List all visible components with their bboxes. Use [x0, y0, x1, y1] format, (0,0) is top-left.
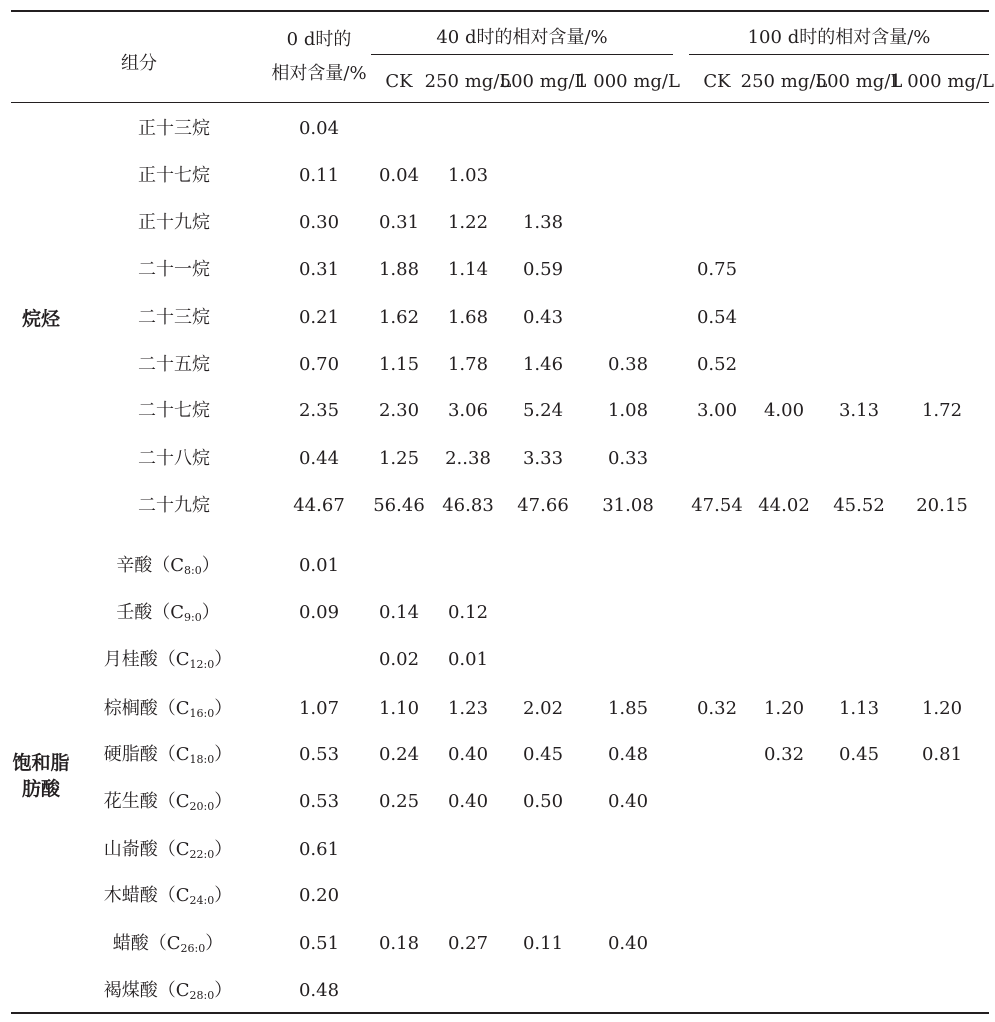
row-name-subscript: 12:0 [189, 658, 215, 671]
table-cell: 0.31 [378, 212, 420, 233]
header-day40-group: 40 d时的相对含量/% [436, 27, 608, 48]
table-cell: 44.67 [293, 495, 345, 516]
row-name-close: ） [201, 602, 220, 623]
table-cell: 1.22 [447, 212, 489, 233]
table-cell: 0.40 [607, 791, 649, 812]
row-name-text: 二十五烷 [138, 354, 210, 375]
header-day0-line1: 0 d时的 [286, 29, 352, 50]
table-cell: 0.52 [696, 354, 738, 375]
table-cell: 1.68 [447, 307, 489, 328]
row-name-text: 花生酸（C [103, 791, 190, 812]
table-cell: 0.24 [378, 744, 420, 765]
table-cell: 0.33 [607, 448, 649, 469]
row-name-text: 正十三烷 [138, 118, 210, 139]
table-cell: 2.30 [378, 400, 420, 421]
row-name [104, 840, 232, 860]
table-cell: 0.45 [838, 744, 880, 765]
table-cell: 0.12 [447, 602, 489, 623]
table-cell: 0.04 [378, 165, 420, 186]
table-cell: 0.54 [696, 307, 738, 328]
table-cell: 2..38 [445, 448, 491, 469]
header-day100-group: 100 d时的相对含量/% [747, 27, 931, 48]
header-day100-250: 250 mg/L [740, 71, 828, 92]
table-cell: 0.25 [378, 791, 420, 812]
row-name-subscript: 26:0 [180, 942, 206, 955]
table-cell: 44.02 [758, 495, 810, 516]
table-cell: 0.20 [298, 885, 340, 906]
table-cell: 0.38 [607, 354, 649, 375]
header-rule [11, 102, 989, 103]
table-cell: 1.88 [378, 259, 420, 280]
row-name [113, 934, 223, 954]
row-name [138, 496, 210, 516]
row-name [138, 260, 210, 280]
table-cell: 0.40 [447, 744, 489, 765]
table-cell: 0.11 [298, 165, 340, 186]
table-cell: 3.13 [838, 400, 880, 421]
header-day40-1000: 1 000 mg/L [576, 71, 680, 92]
row-name-close: ） [214, 744, 233, 765]
header-day40-500: 500 mg/L [499, 71, 587, 92]
table-cell: 2.02 [522, 698, 564, 719]
data-table [11, 10, 994, 1015]
table-cell: 1.10 [378, 698, 420, 719]
table-cell: 0.01 [298, 555, 340, 576]
table-cell: 1.46 [522, 354, 564, 375]
table-cell: 0.18 [378, 933, 420, 954]
row-name-text: 蜡酸（C [112, 933, 181, 954]
row-name-text: 木蜡酸（C [103, 885, 190, 906]
table-cell: 4.00 [763, 400, 805, 421]
header-component: 组分 [121, 53, 157, 74]
table-cell: 1.07 [298, 698, 340, 719]
table-cell: 0.45 [522, 744, 564, 765]
category-alkanes: 烷烃 [21, 308, 60, 330]
table-cell: 0.51 [298, 933, 340, 954]
table-cell: 45.52 [833, 495, 885, 516]
table-cell: 5.24 [522, 400, 564, 421]
row-name [116, 556, 219, 576]
top-rule [11, 10, 989, 12]
table-cell: 0.32 [696, 698, 738, 719]
table-cell: 56.46 [373, 495, 425, 516]
header-day0-line2: 相对含量/% [271, 63, 367, 84]
table-cell: 0.48 [607, 744, 649, 765]
row-name-text: 正十七烷 [138, 165, 210, 186]
table-cell: 0.50 [522, 791, 564, 812]
table-cell: 47.54 [691, 495, 743, 516]
row-name [138, 166, 210, 186]
row-name [104, 699, 232, 719]
row-name-text: 二十八烷 [138, 448, 210, 469]
row-name-close: ） [205, 933, 224, 954]
row-name-text: 山嵛酸（C [103, 839, 190, 860]
table-cell: 1.23 [447, 698, 489, 719]
table-cell: 1.78 [447, 354, 489, 375]
table-cell: 0.40 [447, 791, 489, 812]
table-cell: 0.53 [298, 744, 340, 765]
row-name-subscript: 18:0 [189, 753, 215, 766]
row-name-close: ） [214, 649, 233, 670]
row-name [104, 981, 232, 1001]
table-cell: 1.85 [607, 698, 649, 719]
row-name [104, 650, 232, 670]
row-name-text: 褐煤酸（C [103, 980, 190, 1001]
row-name [104, 745, 232, 765]
table-cell: 0.30 [298, 212, 340, 233]
row-name-text: 硬脂酸（C [103, 744, 190, 765]
row-name-text: 正十九烷 [138, 212, 210, 233]
table-cell: 46.83 [442, 495, 494, 516]
table-cell: 0.02 [378, 649, 420, 670]
row-name-text: 月桂酸（C [103, 649, 190, 670]
table-cell: 2.35 [298, 400, 340, 421]
row-name-close: ） [214, 698, 233, 719]
row-name-subscript: 22:0 [189, 848, 215, 861]
table-cell: 0.04 [298, 118, 340, 139]
table-cell: 0.31 [298, 259, 340, 280]
row-name-text: 壬酸（C [116, 602, 185, 623]
row-name-close: ） [214, 980, 233, 1001]
day40-group-rule [371, 54, 673, 55]
table-cell: 1.08 [607, 400, 649, 421]
table-cell: 1.13 [838, 698, 880, 719]
table-cell: 0.70 [298, 354, 340, 375]
table-cell: 0.75 [696, 259, 738, 280]
row-name-text: 二十七烷 [138, 400, 210, 421]
table-cell: 31.08 [602, 495, 654, 516]
row-name-close: ） [214, 885, 233, 906]
table-cell: 1.20 [763, 698, 805, 719]
table-cell: 1.25 [378, 448, 420, 469]
table-cell: 3.06 [447, 400, 489, 421]
row-name-close: ） [201, 555, 220, 576]
header-day100-500: 500 mg/L [815, 71, 903, 92]
row-name [104, 886, 232, 906]
row-name-close: ） [214, 791, 233, 812]
row-name [104, 792, 232, 812]
day100-group-rule [689, 54, 989, 55]
table-cell: 20.15 [916, 495, 968, 516]
table-cell: 0.11 [522, 933, 564, 954]
header-day100-ck: CK [703, 71, 731, 92]
header-day100-1000: 1 000 mg/L [890, 71, 994, 92]
row-name [138, 119, 210, 139]
row-name-text: 二十一烷 [138, 259, 210, 280]
row-name [138, 355, 210, 375]
table-cell: 0.43 [522, 307, 564, 328]
table-cell: 0.40 [607, 933, 649, 954]
table-cell: 0.01 [447, 649, 489, 670]
table-cell: 1.14 [447, 259, 489, 280]
row-name-text: 二十三烷 [138, 307, 210, 328]
table-cell: 1.20 [921, 698, 963, 719]
category-saturated-fatty-acids: 饱和脂肪酸 [12, 752, 70, 800]
row-name-subscript: 8:0 [184, 564, 202, 577]
table-cell: 0.53 [298, 791, 340, 812]
row-name-subscript: 24:0 [189, 894, 215, 907]
row-name-subscript: 16:0 [189, 707, 215, 720]
row-name-text: 二十九烷 [138, 495, 210, 516]
row-name [138, 449, 210, 469]
table-cell: 1.15 [378, 354, 420, 375]
table-cell: 0.59 [522, 259, 564, 280]
table-cell: 0.09 [298, 602, 340, 623]
table-cell: 0.44 [298, 448, 340, 469]
table-cell: 0.27 [447, 933, 489, 954]
row-name-subscript: 9:0 [184, 611, 202, 624]
row-name [138, 213, 210, 233]
row-name [138, 308, 210, 328]
table-cell: 3.33 [522, 448, 564, 469]
row-name-subscript: 20:0 [189, 800, 215, 813]
table-cell: 0.48 [298, 980, 340, 1001]
table-cell: 1.38 [522, 212, 564, 233]
table-cell: 1.03 [447, 165, 489, 186]
table-cell: 0.21 [298, 307, 340, 328]
table-cell: 0.14 [378, 602, 420, 623]
row-name-subscript: 28:0 [189, 989, 215, 1002]
table-cell: 47.66 [517, 495, 569, 516]
header-day40-250: 250 mg/L [424, 71, 512, 92]
row-name-close: ） [214, 839, 233, 860]
row-name [116, 603, 219, 623]
bottom-rule [11, 1012, 989, 1014]
table-cell: 3.00 [696, 400, 738, 421]
row-name-text: 辛酸（C [116, 555, 185, 576]
table-cell: 0.32 [763, 744, 805, 765]
row-name-text: 棕榈酸（C [103, 698, 190, 719]
table-cell: 1.62 [378, 307, 420, 328]
row-name [138, 401, 210, 421]
table-cell: 1.72 [921, 400, 963, 421]
table-cell: 0.61 [298, 839, 340, 860]
header-day40-ck: CK [385, 71, 413, 92]
table-cell: 0.81 [921, 744, 963, 765]
